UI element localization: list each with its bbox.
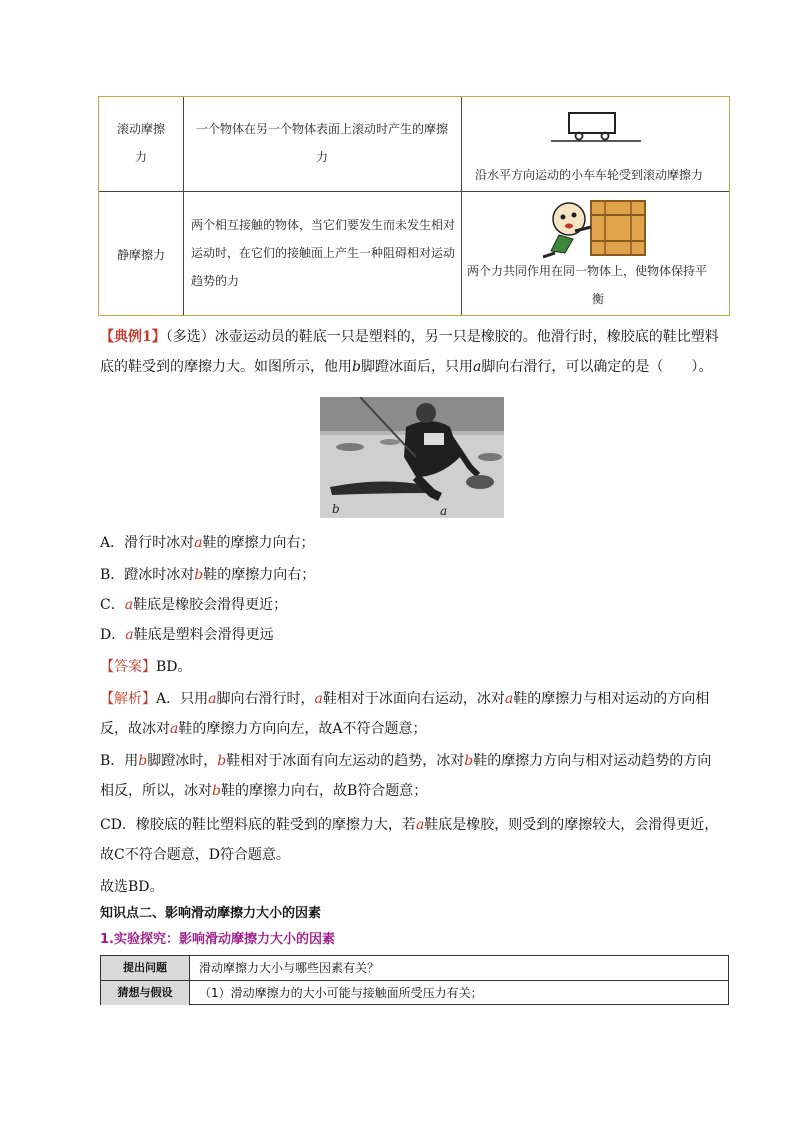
rolling-friction-definition — [185, 115, 459, 171]
analysis-text: 鞋相对于冰面向右运动，冰对 — [322, 691, 505, 707]
analysis-line: 故C不符合题意，D符合题意。 — [100, 847, 290, 863]
analysis-text: B．用 — [100, 753, 139, 769]
option-text: C． — [100, 597, 125, 613]
curling-photo — [320, 397, 504, 518]
rolling-friction-example-caption: 沿水平方向运动的小车车轮受到滚动摩擦力 — [475, 168, 704, 182]
static-friction-example-caption — [467, 257, 729, 313]
option-c — [100, 590, 724, 620]
analysis-text: CD．橡胶底的鞋比塑料底的鞋受到的摩擦力大，若 — [100, 817, 416, 833]
analysis-text: 相反，所以，冰对 — [100, 783, 212, 799]
option-d — [100, 620, 724, 650]
static-friction-name: 静摩擦力 — [116, 248, 165, 262]
experiment-table — [100, 955, 729, 1005]
analysis-text: A．只用 — [156, 691, 209, 707]
option-text: 鞋的摩擦力向右； — [203, 567, 316, 583]
name-line: 力 — [134, 150, 147, 164]
var-b: b — [138, 753, 148, 769]
question-line — [100, 322, 724, 352]
analysis-line — [100, 776, 724, 806]
option-b — [100, 560, 724, 590]
option-text: A．滑行时冰对 — [100, 535, 195, 551]
var-a: a — [472, 359, 482, 375]
option-text: 鞋底是橡胶会滑得更近； — [133, 597, 288, 613]
question-text: （多选）冰壶运动员的鞋底一只是塑料的，另一只是橡胶的。他滑行时，橡胶底的鞋比塑料 — [165, 329, 719, 345]
rolling-friction-name — [99, 115, 183, 171]
analysis-b — [100, 746, 724, 806]
conclusion: 故选BD。 — [100, 879, 164, 895]
options-list — [100, 528, 724, 558]
definition-line: 趋势的力 — [191, 274, 240, 288]
question-text: 脚向右滑行，可以确定的是（ ）。 — [481, 359, 713, 375]
answer-tag: 【答案】 — [100, 659, 156, 675]
definition-line: 一个物体在另一个物体表面上滚动时产生的摩擦 — [195, 122, 448, 136]
var-b: b — [194, 567, 204, 583]
column-divider — [461, 97, 462, 315]
var-b: b — [464, 753, 474, 769]
table-row-text: 滑动摩擦力大小与哪些因素有关？ — [199, 961, 380, 975]
section-heading: 知识点二、影响滑动摩擦力大小的因素 — [100, 906, 322, 921]
definition-line: 两个相互接触的物体，当它们要发生而未发生相对 — [191, 218, 456, 232]
pushing-box-icon — [529, 197, 649, 259]
var-b: b — [352, 359, 361, 375]
table-row-label: 猜想与假设 — [101, 981, 189, 1005]
question-text: 脚蹬冰面后，只用 — [360, 359, 473, 375]
analysis-text: 鞋的摩擦力方向与相对运动趋势的方向 — [473, 753, 712, 769]
analysis-line — [100, 714, 724, 744]
option-text: B．蹬冰时冰对 — [100, 567, 195, 583]
analysis-a — [100, 684, 724, 744]
option-text: 鞋底是塑料会滑得更远 — [133, 627, 274, 643]
table-row-text: （1）滑动摩擦力的大小可能与接触面所受压力有关； — [199, 986, 483, 1000]
analysis-cd — [100, 810, 724, 870]
analysis-text: 鞋底是橡胶，则受到的摩擦较大，会滑得更近， — [424, 817, 719, 833]
var-b: b — [217, 753, 227, 769]
static-friction-definition — [191, 211, 459, 295]
column-divider — [189, 956, 190, 1004]
var-a: a — [125, 627, 134, 643]
analysis-tag: 【解析】 — [100, 691, 156, 707]
definition-line: 力 — [315, 150, 328, 164]
answer-value: BD。 — [156, 659, 192, 675]
var-a: a — [504, 691, 514, 707]
var-a: a — [415, 817, 425, 833]
table-row-label: 提出问题 — [101, 956, 189, 980]
caption-line: 两个力共同作用在同一物体上，使物体保持平 — [467, 264, 708, 278]
option-text: 鞋的摩擦力向右； — [202, 535, 315, 551]
name-line: 滚动摩擦 — [116, 122, 165, 136]
var-a: a — [208, 691, 217, 707]
photo-label-a: a — [440, 504, 448, 518]
section-subheading: 1.实验探究：影响滑动摩擦力大小的因素 — [100, 932, 335, 947]
analysis-text: 鞋相对于冰面有向左运动的趋势，冰对 — [226, 753, 465, 769]
analysis-line — [100, 810, 724, 840]
option-a — [100, 528, 724, 558]
option-text: D． — [100, 627, 126, 643]
cart-icon — [551, 107, 641, 147]
var-a: a — [124, 597, 134, 613]
analysis-text: 鞋的摩擦力向右，故B符合题意； — [220, 783, 428, 799]
analysis-text: 反，故冰对 — [100, 721, 170, 737]
analysis-text: 鞋的摩擦力与相对运动的方向相 — [513, 691, 710, 707]
column-divider — [183, 97, 184, 315]
photo-label-b: b — [332, 502, 340, 516]
answer — [100, 652, 724, 682]
definition-line: 运动时，在它们的接触面上产生一种阻碍相对运动 — [191, 246, 456, 260]
question-text: 底的鞋受到的摩擦力大。如图所示，他用 — [100, 359, 352, 375]
friction-types-table — [98, 96, 730, 316]
example1-question — [100, 322, 724, 382]
var-a: a — [314, 691, 323, 707]
caption-line: 衡 — [591, 292, 604, 306]
analysis-text: 鞋的摩擦力方向向左，故A不符合题意； — [178, 721, 427, 737]
var-a: a — [194, 535, 203, 551]
row-divider — [99, 191, 729, 192]
var-b: b — [212, 783, 221, 799]
example-tag: 【典例1】 — [100, 329, 166, 345]
question-line — [100, 352, 724, 382]
analysis-line — [100, 746, 724, 776]
var-a: a — [170, 721, 179, 737]
analysis-line — [100, 684, 724, 714]
analysis-text: 脚蹬冰时， — [147, 753, 218, 769]
analysis-text: 脚向右滑行时， — [216, 691, 315, 707]
